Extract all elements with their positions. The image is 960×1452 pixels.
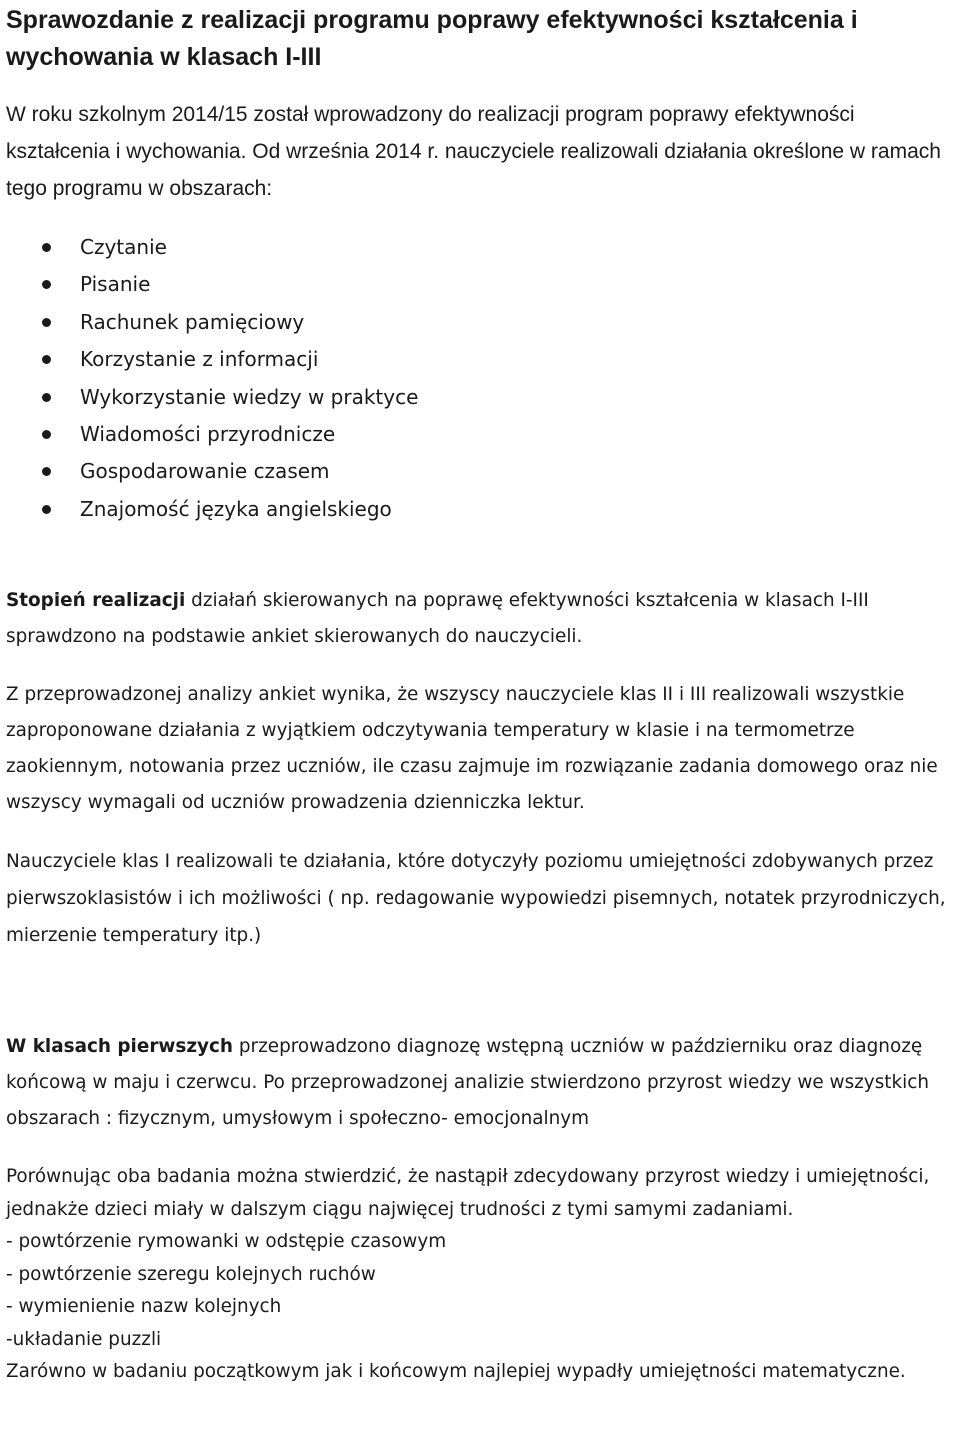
list-item-label: Wykorzystanie wiedzy w praktyce	[80, 384, 419, 409]
difficulty-item: - powtórzenie szeregu kolejnych ruchów	[6, 1263, 376, 1285]
list-item	[0, 304, 418, 341]
areas-list	[0, 229, 418, 528]
list-item-label: Pisanie	[80, 272, 151, 297]
difficulty-item: - powtórzenie rymowanki w odstępie czasowym	[6, 1231, 447, 1252]
list-item-label: Rachunek pamięciowy	[80, 309, 305, 334]
list-item-label: Czytanie	[80, 235, 167, 259]
bullet-icon	[42, 280, 51, 289]
list-item	[0, 266, 418, 303]
bullet-icon	[42, 243, 51, 252]
bullet-icon	[42, 505, 51, 514]
comparison-section	[6, 1161, 956, 1389]
comparison-text: Porównując oba badania można stwierdzić, że nastąpił zdecydowany przyrost wiedzy i umiejętności, jednakże dzieci miały w dalszym ciągu najwięcej trudności z tymi samymi zadaniami.	[6, 1166, 930, 1220]
list-item	[0, 229, 418, 266]
list-item-label: Gospodarowanie czasem	[80, 459, 330, 484]
list-item	[0, 491, 418, 528]
document-title: Sprawozdanie z realizacji programu poprawy efektywności kształcenia i wychowania w klasach I-III	[6, 6, 858, 71]
grade-one-paragraph: Nauczyciele klas I realizowali te działania, które dotyczyły poziomu umiejętności zdobywanych przez pierwszoklasistów i ich możliwości ( np. redagowanie wypowiedzi pisemnych, notatek przyrodniczych, mierzenie temperatury itp.)	[6, 851, 946, 946]
closing-text: Zarówno w badaniu początkowym jak i końcowym najlepiej wypadły umiejętności matematyczne.	[6, 1361, 906, 1382]
bullet-icon	[42, 393, 51, 402]
realization-paragraph	[6, 583, 956, 655]
bullet-icon	[42, 430, 51, 439]
list-item	[0, 453, 418, 490]
bullet-icon	[42, 355, 51, 364]
diagnosis-text: przeprowadzono diagnozę wstępną uczniów w październiku oraz diagnozę końcową w maju i czerwcu. Po przeprowadzonej analizie stwierdzono przyrost wiedzy we wszystkich obszarach : fizycznym, umysłowym i społeczno- emocjonalnym	[6, 1036, 930, 1129]
realization-text: działań skierowanych na poprawę efektywności kształcenia w klasach I-III sprawdzono na podstawie ankiet skierowanych do nauczycieli.	[6, 590, 869, 647]
intro-paragraph: W roku szkolnym 2014/15 został wprowadzony do realizacji program poprawy efektywności kształcenia i wychowania. Od września 2014 r. nauczyciele realizowali działania określone w ramach tego programu w obszarach:	[6, 103, 941, 200]
diagnosis-heading: W klasach pierwszych	[6, 1036, 234, 1057]
diagnosis-paragraph	[6, 1029, 956, 1137]
difficulty-item: -układanie puzzli	[6, 1328, 162, 1350]
bullet-icon	[42, 318, 51, 327]
list-item	[0, 341, 418, 378]
list-item-label: Wiadomości przyrodnicze	[80, 421, 336, 446]
difficulty-item: - wymienienie nazw kolejnych	[6, 1296, 282, 1317]
list-item-label: Znajomość języka angielskiego	[80, 496, 392, 521]
realization-heading: Stopień realizacji	[6, 590, 186, 611]
bullet-icon	[42, 467, 51, 476]
list-item	[0, 379, 418, 416]
list-item-label: Korzystanie z informacji	[80, 347, 319, 372]
list-item	[0, 416, 418, 453]
analysis-paragraph: Z przeprowadzonej analizy ankiet wynika, że wszyscy nauczyciele klas II i III realizowali wszystkie zaproponowane działania z wyjątkiem odczytywania temperatury w klasie i na termometrze zaokiennym, notowania przez uczniów, ile czasu zajmuje im rozwiązanie zadania domowego oraz nie wszyscy wymagali od uczniów prowadzenia dzienniczka lektur.	[6, 684, 938, 813]
